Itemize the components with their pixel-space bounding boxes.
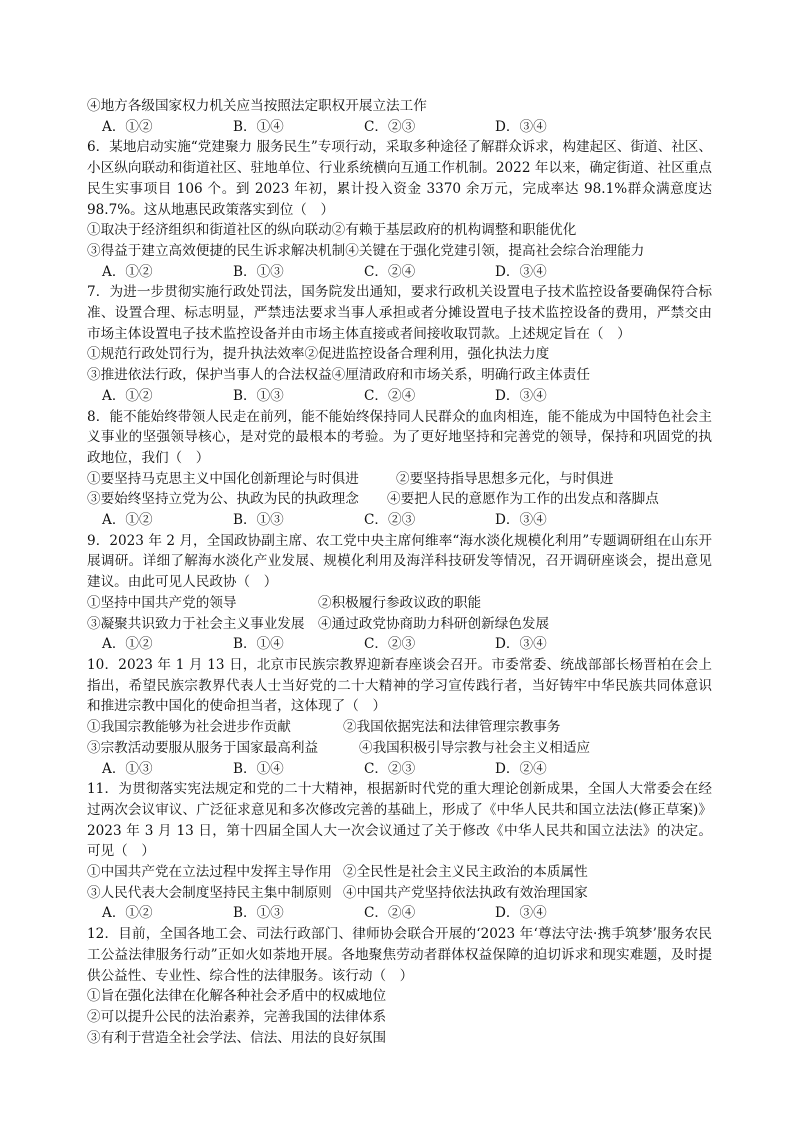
option-d[interactable]: D．③④ bbox=[495, 636, 547, 653]
q9-statements-2 bbox=[87, 614, 712, 635]
option-c[interactable]: C．②④ bbox=[364, 905, 416, 922]
option-d[interactable]: D．③④ bbox=[495, 263, 547, 280]
q11-statements-1 bbox=[87, 862, 712, 883]
q12-statement-2: ②可以提升公民的法治素养，完善我国的法律体系 bbox=[87, 1008, 387, 1025]
option-a[interactable]: A．①② bbox=[102, 905, 153, 922]
statement-2: ②积极履行参政议政的职能 bbox=[318, 594, 482, 611]
q9-statements-1 bbox=[87, 593, 712, 614]
q7-statements-1: ①规范行政处罚行为，提升执法效率②促进监控设备合理利用，强化执法力度 bbox=[87, 346, 550, 363]
q6-stem: 6．某地启动实施“党建聚力 服务民生”专项行动，采取多种途径了解群众诉求，构建起区、街道、社区、小区纵向联动和街道社区、驻地单位、行业系统横向互通工作机制。2022 年以来，确定街道、社区重点民生实事项目 106 个。到 2023 年初，累计投入资金 3370 余万元，完成率达 98.1%群众满意度达 98.7%。这从地惠民政策落实到位（ ） bbox=[87, 139, 712, 218]
q10-options bbox=[87, 759, 712, 780]
option-b[interactable]: B．①④ bbox=[233, 118, 284, 135]
q7-options bbox=[87, 386, 712, 407]
option-a[interactable]: A．①② bbox=[102, 387, 153, 404]
statement-1: ①坚持中国共产党的领导 bbox=[87, 594, 237, 611]
statement-4: ④我国积极引导宗教与社会主义相适应 bbox=[359, 739, 591, 756]
q8-statements-1 bbox=[87, 469, 712, 490]
option-a[interactable]: A．①② bbox=[102, 512, 153, 529]
statement-3: ③人民代表大会制度坚持民主集中制原则 bbox=[87, 884, 332, 901]
option-b[interactable]: B．①③ bbox=[233, 387, 284, 404]
q12-stem: 12．目前，全国各地工会、司法行政部门、律师协会联合开展的‘2023 年‘尊法守法·携手筑梦’服务农民工公益法律服务行动”正如火如荼地开展。各地聚焦劳动者群体权益保障的迫切诉求和现实难题，及时提供公益性、专业性、综合性的法律服务。该行动（ ） bbox=[87, 926, 712, 984]
q12-statement-1: ①旨在强化法律在化解各种社会矛盾中的权威地位 bbox=[87, 988, 387, 1005]
q10-statements-1 bbox=[87, 717, 712, 738]
q7-statements-2: ③推进依法行政，保护当事人的合法权益④厘清政府和市场关系，明确行政主体责任 bbox=[87, 367, 590, 384]
q8-statements-2 bbox=[87, 489, 712, 510]
option-c[interactable]: C．②③ bbox=[364, 512, 416, 529]
q11-statements-2 bbox=[87, 883, 712, 904]
q9-stem: 9．2023 年 2 月，全国政协副主席、农工党中央主席何维率“海水淡化规模化利用”专题调研组在山东开展调研。详细了解海水淡化产业发展、规模化利用及海洋科技研发等情况，召开调研座谈会，提出意见建议。由此可见人民政协（ ） bbox=[87, 532, 712, 591]
q11-stem: 11．为贯彻落实宪法规定和党的二十大精神，根据新时代党的重大理论创新成果，全国人大常委会在经过两次会议审议、广泛征求意见和多次修改完善的基础上，形成了《中华人民共和国立法法(修正草案)》 2023 年 3 月 13 日，第十四届全国人大一次会议通过了关于修改《中华人民共和国立法法》的决定。可见（ ） bbox=[87, 781, 712, 860]
option-d[interactable]: D．③④ bbox=[495, 905, 547, 922]
q10-stem: 10．2023 年 1 月 13 日，北京市民族宗教界迎新春座谈会召开。市委常委、统战部部长杨晋柏在会上指出，希望民族宗教界代表人士当好党的二十大精神的学习宣传践行者，当好铸牢中华民族共同体意识和推进宗教中国化的使命担当者，这体现了（ ） bbox=[87, 656, 712, 715]
q6-statements-1: ①取决于经济组织和街道社区的纵向联动②有赖于基层政府的机构调整和职能优化 bbox=[87, 222, 577, 239]
statement-4: ④中国共产党坚持依法执政有效治理国家 bbox=[343, 884, 588, 901]
q5-options bbox=[87, 117, 712, 138]
option-a[interactable]: A．①② bbox=[102, 636, 153, 653]
q11-options bbox=[87, 903, 712, 924]
statement-2: ②我国依据宪法和法律管理宗教事务 bbox=[343, 719, 561, 736]
statement-3: ③要始终坚持立党为公、执政为民的执政理念 bbox=[87, 491, 359, 508]
statement-2: ②要坚持指导思想多元化，与时俱进 bbox=[396, 470, 614, 487]
option-d[interactable]: D．③④ bbox=[495, 387, 547, 404]
option-c[interactable]: C．②③ bbox=[364, 118, 416, 135]
statement-1: ①我国宗教能够为社会进步作贡献 bbox=[87, 719, 291, 736]
option-c[interactable]: C．②③ bbox=[364, 760, 416, 777]
q8-stem: 8．能不能始终带领人民走在前列，能不能始终保持同人民群众的血肉相连，能不能成为中国特色社会主义事业的坚强领导核心，是对党的最根本的考验。为了更好地坚持和完善党的领导，保持和巩固党的执政地位，我们（ ） bbox=[87, 408, 712, 466]
q9-options bbox=[87, 634, 712, 655]
statement-4: ④通过政党协商助力科研创新绿色发展 bbox=[318, 615, 550, 632]
q8-options bbox=[87, 510, 712, 531]
statement-1: ①中国共产党在立法过程中发挥主导作用 bbox=[87, 864, 332, 881]
option-b[interactable]: B．①③ bbox=[233, 512, 284, 529]
option-d[interactable]: D．③④ bbox=[495, 512, 547, 529]
option-a[interactable]: A．①② bbox=[102, 263, 153, 280]
statement-3: ③凝聚共识致力于社会主义事业发展 bbox=[87, 615, 305, 632]
statement-1: ①要坚持马克思主义中国化创新理论与时俱进 bbox=[87, 470, 359, 487]
option-b[interactable]: B．①④ bbox=[233, 760, 284, 777]
option-d[interactable]: D．③④ bbox=[495, 118, 547, 135]
option-c[interactable]: C．②④ bbox=[364, 263, 416, 280]
q5-statement-4: ④地方各级国家权力机关应当按照法定职权开展立法工作 bbox=[87, 98, 427, 114]
option-c[interactable]: C．②④ bbox=[364, 387, 416, 404]
statement-4: ④要把人民的意愿作为工作的出发点和落脚点 bbox=[387, 491, 659, 508]
q7-stem: 7．为进一步贯彻实施行政处罚法，国务院发出通知，要求行政机关设置电子技术监控设备要确保符合标准、设置合理、标志明显，严禁违法要求当事人承担或者分摊设置电子技术监控设备的费用，严禁交由市场主体设置电子技术监控设备并由市场主体直接或者间接收取罚款。上述规定旨在（ ） bbox=[87, 284, 712, 342]
q6-options bbox=[87, 262, 712, 283]
page-content bbox=[87, 96, 712, 1048]
option-b[interactable]: B．①③ bbox=[233, 905, 284, 922]
statement-2: ②全民性是社会主义民主政治的本质属性 bbox=[343, 864, 588, 881]
option-b[interactable]: B．①④ bbox=[233, 636, 284, 653]
statement-3: ③宗教活动要服从服务于国家最高利益 bbox=[87, 739, 319, 756]
option-a[interactable]: A．①③ bbox=[102, 760, 153, 777]
q10-statements-2 bbox=[87, 738, 712, 759]
option-c[interactable]: C．②③ bbox=[364, 636, 416, 653]
option-b[interactable]: B．①③ bbox=[233, 263, 284, 280]
q12-statement-3: ③有利于营造全社会学法、信法、用法的良好氛围 bbox=[87, 1029, 387, 1046]
q6-statements-2: ③得益于建立高效便捷的民生诉求解决机制④关键在于强化党建引领，提高社会综合治理能力 bbox=[87, 242, 645, 259]
option-d[interactable]: D．②④ bbox=[495, 760, 547, 777]
option-a[interactable]: A．①② bbox=[102, 118, 153, 135]
